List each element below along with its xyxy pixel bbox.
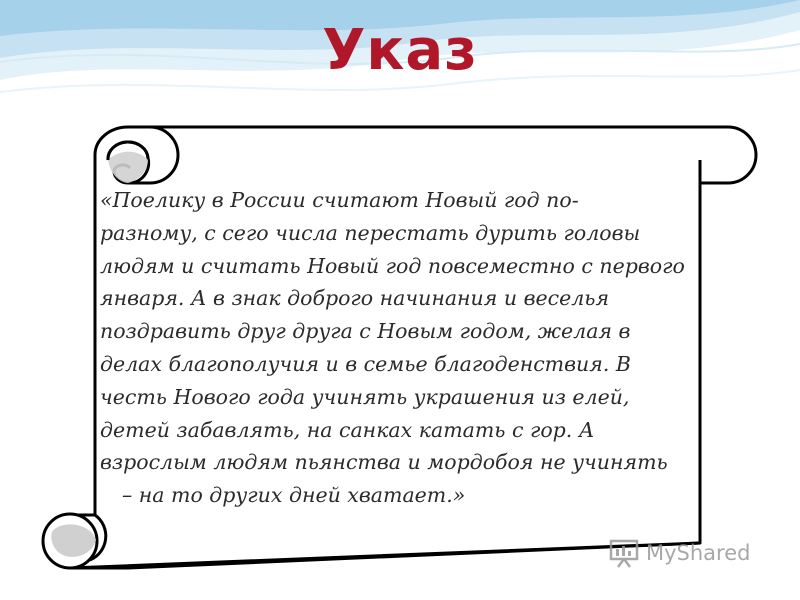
watermark-label: MyShared (646, 541, 751, 565)
decree-line: разному, с сего числа перестать дурить головы (100, 220, 641, 245)
decree-line: людям и считать Новый год повсеместно с первого (100, 253, 685, 278)
decree-line: – на то других дней хватает.» (122, 483, 466, 508)
decree-line: честь Нового года учинять украшения из елей, (100, 384, 630, 409)
slide-title: Указ (322, 18, 478, 83)
decree-line: взрослым людям пьянства и мордобоя не учинять (100, 450, 668, 475)
decree-line: детей забавлять, на санках катать с гор. А (100, 417, 595, 442)
decree-line: поздравить друг друга с Новым годом, желая в (100, 319, 631, 344)
decree-text (100, 184, 710, 512)
myshared-watermark (608, 538, 750, 568)
decree-line: «Поелику в России считают Новый год по- (100, 188, 579, 212)
decree-line: делах благополучия и в семье благоденствия. В (100, 351, 631, 376)
decree-line: января. А в знак доброго начинания и веселья (100, 286, 610, 311)
presentation-board-icon (608, 538, 642, 568)
